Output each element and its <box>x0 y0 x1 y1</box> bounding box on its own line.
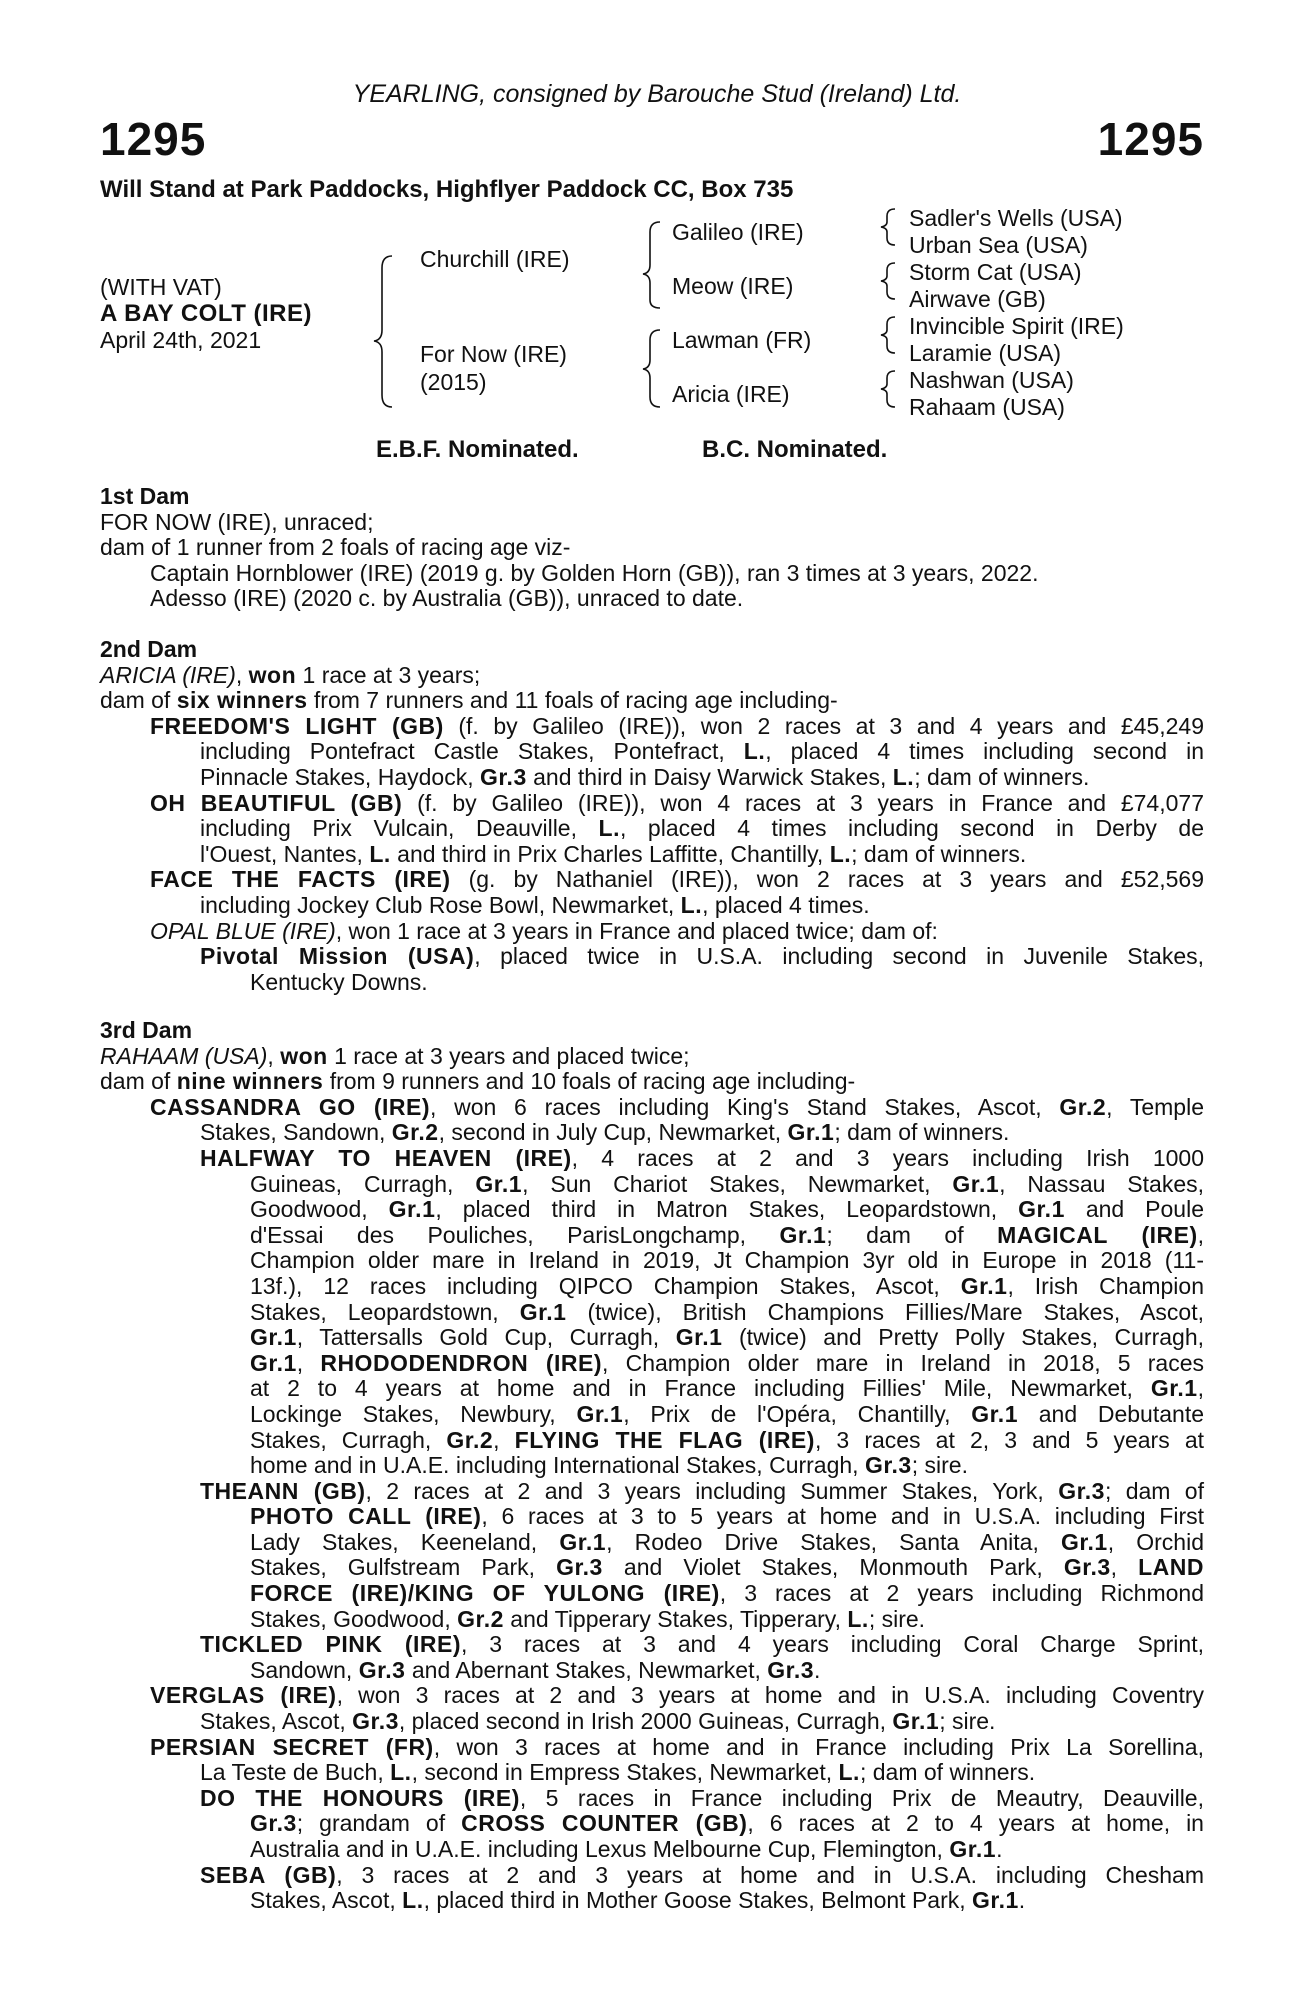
bc-nomination: B.C. Nominated. <box>702 436 888 463</box>
third-dam-line <box>100 1735 1204 1761</box>
text-segment: Stakes, Ascot, <box>200 1708 353 1735</box>
first-dam-produce: Adesso (IRE) (2020 c. by Australia (GB)), unraced to date. <box>150 585 744 612</box>
third-dam-line <box>100 1044 1204 1070</box>
text-segment: , 3 races at 2 years including Richmond <box>719 1580 1205 1607</box>
text-segment: , won 3 races at home and in France including Prix La Sorellina, <box>433 1733 1204 1760</box>
bold-text: Gr.1 <box>1018 1196 1065 1223</box>
text-segment: from 9 runners and 10 foals of racing age including- <box>323 1068 856 1095</box>
text-segment: and Poule <box>1064 1196 1205 1223</box>
bold-text: L. <box>838 1759 860 1786</box>
text-segment: , <box>267 1042 281 1069</box>
text-segment: ; grandam of <box>296 1810 462 1837</box>
dam: For Now (IRE) <box>420 341 567 367</box>
second-dam-line <box>100 919 1204 945</box>
text-segment: (g. by Nathaniel (IRE)), won 2 races at 3 years and £52,569 <box>450 866 1205 893</box>
bold-text: PHOTO CALL (IRE) <box>250 1503 482 1530</box>
text-segment: , Tattersalls Gold Cup, Curragh, <box>296 1324 676 1351</box>
horse-name: A BAY COLT (IRE) <box>100 300 313 327</box>
third-dam-line <box>100 1300 1204 1326</box>
text-segment: home and in U.A.E. including International Stakes, Curragh, <box>250 1452 865 1479</box>
bold-text: won <box>280 1042 328 1069</box>
text-segment: , 4 races at 2 and 3 years including Irish 1000 <box>571 1144 1204 1171</box>
text-segment: ; sire. <box>939 1708 996 1735</box>
vat-note: (WITH VAT) <box>100 274 222 300</box>
text-segment: Goodwood, <box>250 1196 389 1223</box>
bold-text: Gr.3 <box>479 763 527 790</box>
text-segment: dam of <box>100 1068 177 1095</box>
first-dam-produce: Captain Hornblower (IRE) (2019 g. by Golden Horn (GB)), ran 3 times at 3 years, 2022. <box>150 559 1039 586</box>
text-segment: Guineas, Curragh, <box>250 1170 476 1197</box>
bold-text: six winners <box>176 687 308 714</box>
first-dam-text: dam of 1 runner from 2 foals of racing age viz- <box>100 534 571 561</box>
text-segment: , 6 races at 3 to 5 years at home and in U.S.A. including First <box>481 1503 1204 1530</box>
text-segment: , placed second in Irish 2000 Guineas, Curragh, <box>398 1708 893 1735</box>
third-dam-line <box>100 1453 1204 1479</box>
text-segment: Stakes, Curragh, <box>250 1426 447 1453</box>
text-segment: and Violet Stakes, Monmouth Park, <box>602 1554 1064 1581</box>
bold-text: Gr.3 <box>352 1708 399 1735</box>
text-segment: , Orchid <box>1107 1528 1204 1555</box>
third-dam-line <box>100 1632 1204 1658</box>
text-segment: Lady Stakes, Keeneland, <box>250 1528 560 1555</box>
third-dam-line <box>100 1325 1204 1351</box>
bold-text: Gr.3 <box>864 1452 912 1479</box>
text-segment: at 2 to 4 years at home and in France including Fillies' Mile, Newmarket, <box>250 1375 1151 1402</box>
bracket-g3-2 <box>881 263 895 299</box>
third-dam-section <box>100 1018 1204 1914</box>
first-dam-heading: 1st Dam <box>100 483 190 509</box>
text-segment: and Debutante <box>1018 1400 1205 1427</box>
bold-text: CROSS COUNTER (GB) <box>461 1810 748 1837</box>
text-segment: , won 1 race at 3 years in France and placed twice; dam of: <box>335 917 938 944</box>
second-dam-line <box>100 663 1204 689</box>
text-segment: dam of <box>100 687 177 714</box>
text-segment: Stakes, Sandown, <box>200 1119 392 1146</box>
italic-text: OPAL BLUE (IRE) <box>150 917 336 944</box>
bold-text: FACE THE FACTS (IRE) <box>150 866 451 893</box>
second-dam-line <box>100 842 1204 868</box>
bold-text: PERSIAN SECRET (FR) <box>150 1733 434 1760</box>
second-dam-line <box>100 765 1204 791</box>
text-segment: Champion older mare in Ireland in 2019, Jt Champion 3yr old in Europe in 2018 (11- <box>250 1247 1204 1274</box>
second-dam-line <box>100 816 1204 842</box>
third-dam-line <box>100 1837 1204 1863</box>
bold-text: Pivotal Mission (USA) <box>200 943 475 970</box>
text-segment: Stakes, Gulfstream Park, <box>250 1554 557 1581</box>
text-segment: , 5 races in France including Prix de Meautry, Deauville, <box>519 1784 1204 1811</box>
text-segment: . <box>1018 1887 1026 1914</box>
bold-text: Gr.1 <box>971 1400 1018 1427</box>
third-dam-line <box>100 1197 1204 1223</box>
bold-text: L. <box>402 1887 424 1914</box>
text-segment: (f. by Galileo (IRE)), won 4 races at 3 years in France and £74,077 <box>402 789 1204 816</box>
text-segment: ; dam of winners. <box>859 1759 1036 1786</box>
bold-text: Gr.1 <box>1060 1528 1108 1555</box>
third-dam-heading: 3rd Dam <box>100 1017 193 1043</box>
text-segment: , <box>296 1349 321 1376</box>
bold-text: Gr.1 <box>250 1324 297 1351</box>
text-segment: ; dam of winners. <box>851 840 1027 867</box>
third-dam-line <box>100 1581 1204 1607</box>
bold-text: Gr.3 <box>767 1656 815 1683</box>
third-dam-line <box>100 1146 1204 1172</box>
text-segment: , won 6 races including King's Stand Stakes, Ascot, <box>430 1093 1060 1120</box>
text-segment: l'Ouest, Nantes, <box>200 840 370 867</box>
text-segment: . <box>814 1656 821 1683</box>
text-segment: , Irish Champion <box>1007 1272 1204 1299</box>
text-segment: , placed 4 times. <box>702 891 870 918</box>
text-segment: , won 3 races at 2 and 3 years at home and in U.S.A. including Coventry <box>336 1682 1205 1709</box>
bold-text: OH BEAUTIFUL (GB) <box>150 789 403 816</box>
italic-text: ARICIA (IRE) <box>100 661 236 688</box>
text-segment: ; dam of winners. <box>914 763 1090 790</box>
text-segment: , Temple <box>1106 1093 1204 1120</box>
third-dam-line <box>100 1555 1204 1581</box>
first-dam-text: FOR NOW (IRE), unraced; <box>100 508 374 535</box>
text-segment: , 6 races at 2 to 4 years at home, in <box>747 1810 1204 1837</box>
third-dam-line <box>100 1223 1204 1249</box>
third-dam-line <box>100 1786 1204 1812</box>
text-segment: , placed 4 times including second in Derby de <box>619 815 1204 842</box>
bold-text: Gr.1 <box>960 1272 1008 1299</box>
text-segment: , Nassau Stakes, <box>999 1170 1205 1197</box>
text-segment: including Prix Vulcain, Deauville, <box>200 815 599 842</box>
bold-text: Gr.1 <box>675 1324 723 1351</box>
g3-laramie: Laramie (USA) <box>909 340 1062 366</box>
bold-text: Gr.1 <box>779 1221 827 1248</box>
bold-text: FLYING THE FLAG (IRE) <box>514 1426 815 1453</box>
text-segment: , <box>1197 1375 1204 1402</box>
text-segment: ; dam of winners. <box>834 1119 1010 1146</box>
text-segment: (f. by Galileo (IRE)), won 2 races at 3 and 4 years and £45,249 <box>443 712 1204 739</box>
text-segment: , 3 races at 3 and 4 years including Coral Charge Sprint, <box>461 1631 1204 1658</box>
bold-text: won <box>248 661 297 688</box>
third-dam-line <box>100 1402 1204 1428</box>
third-dam-line <box>100 1069 1204 1095</box>
stand-location: Will Stand at Park Paddocks, Highflyer Paddock CC, Box 735 <box>100 176 794 203</box>
bold-text: Gr.1 <box>1150 1375 1198 1402</box>
text-segment: from 7 runners and 11 foals of racing age including- <box>307 687 838 714</box>
bold-text: Gr.3 <box>556 1554 603 1581</box>
text-segment: , placed 4 times including second in <box>765 738 1204 765</box>
dam-sire: Lawman (FR) <box>672 327 812 353</box>
ebf-nomination: E.B.F. Nominated. <box>376 436 579 463</box>
text-segment: Australia and in U.A.E. including Lexus Melbourne Cup, Flemington, <box>250 1836 950 1862</box>
third-dam-line <box>100 1709 1204 1735</box>
third-dam-line <box>100 1888 1204 1914</box>
bold-text: L. <box>369 840 391 867</box>
text-segment: , Champion older mare in Ireland in 2018, 5 races <box>602 1349 1204 1376</box>
bold-text: Gr.3 <box>358 1656 406 1683</box>
first-dam-section <box>100 484 1204 612</box>
bold-text: LAND <box>1138 1554 1204 1581</box>
g3-invincible-spirit: Invincible Spirit (IRE) <box>909 313 1124 339</box>
bold-text: Gr.3 <box>1058 1477 1105 1504</box>
g3-urban-sea: Urban Sea (USA) <box>909 232 1088 258</box>
text-segment: , placed third in Matron Stakes, Leopardstown, <box>435 1196 1019 1223</box>
third-dam-line <box>100 1658 1204 1684</box>
third-dam-line <box>100 1811 1204 1837</box>
bold-text: Gr.1 <box>250 1349 297 1376</box>
bracket-sire <box>643 222 660 308</box>
text-segment: . <box>996 1836 1003 1862</box>
third-dam-line <box>100 1376 1204 1402</box>
bold-text: L. <box>598 815 620 842</box>
text-segment: including Pontefract Castle Stakes, Pontefract, <box>200 738 744 765</box>
text-segment: d'Essai des Pouliches, ParisLongchamp, <box>250 1221 780 1248</box>
second-dam-line <box>100 867 1204 893</box>
text-segment: Kentucky Downs. <box>250 968 428 995</box>
g3-sadlers-wells: Sadler's Wells (USA) <box>909 205 1123 231</box>
bold-text: Gr.2 <box>1059 1093 1107 1120</box>
second-dam-line <box>100 893 1204 919</box>
g3-rahaam: Rahaam (USA) <box>909 394 1065 420</box>
text-segment: , second in July Cup, Newmarket, <box>438 1119 788 1146</box>
g3-storm-cat: Storm Cat (USA) <box>909 259 1082 285</box>
text-segment: , Rodeo Drive Stakes, Santa Anita, <box>606 1528 1061 1555</box>
text-segment: 1 race at 3 years; <box>296 661 481 688</box>
bold-text: Gr.3 <box>1063 1554 1111 1581</box>
bold-text: Gr.1 <box>952 1170 1000 1197</box>
third-dam-line <box>100 1683 1204 1709</box>
text-segment: , Sun Chariot Stakes, Newmarket, <box>522 1170 953 1197</box>
text-segment: (twice), British Champions Fillies/Mare Stakes, Ascot, <box>566 1298 1204 1325</box>
third-dam-line <box>100 1172 1204 1198</box>
text-segment: and third in Daisy Warwick Stakes, <box>526 763 893 790</box>
text-segment: and third in Prix Charles Laffitte, Chantilly, <box>390 840 830 867</box>
text-segment: , placed third in Mother Goose Stakes, Belmont Park, <box>423 1887 973 1914</box>
bold-text: Gr.1 <box>972 1887 1019 1914</box>
bold-text: L. <box>847 1605 869 1632</box>
bold-text: Gr.1 <box>519 1298 567 1325</box>
text-segment: ; sire. <box>868 1605 926 1632</box>
text-segment: and Abernant Stakes, Newmarket, <box>405 1656 768 1683</box>
text-segment: La Teste de Buch, <box>200 1759 391 1786</box>
text-segment: Pinnacle Stakes, Haydock, <box>200 763 480 790</box>
bold-text: L. <box>892 763 915 790</box>
text-segment: , <box>493 1426 515 1453</box>
bold-text: L. <box>680 891 703 918</box>
second-dam-heading: 2nd Dam <box>100 636 198 662</box>
third-dam-line <box>100 1351 1204 1377</box>
lot-number-left: 1295 <box>100 113 207 165</box>
text-segment: , second in Empress Stakes, Newmarket, <box>411 1759 839 1786</box>
foaling-date: April 24th, 2021 <box>100 327 262 353</box>
bold-text: Gr.1 <box>892 1708 940 1735</box>
text-segment: , <box>235 661 249 688</box>
text-segment: , placed twice in U.S.A. including second in Juvenile Stakes, <box>474 943 1204 970</box>
bracket-dam <box>643 330 660 407</box>
text-segment: , <box>1110 1554 1139 1581</box>
text-segment: ; sire. <box>911 1452 968 1479</box>
sire-sire: Galileo (IRE) <box>672 219 804 245</box>
text-segment: Stakes, Goodwood, <box>250 1605 458 1632</box>
bold-text: HALFWAY TO HEAVEN (IRE) <box>200 1144 572 1171</box>
bold-text: FORCE (IRE)/KING OF YULONG (IRE) <box>250 1580 720 1607</box>
third-dam-line <box>100 1504 1204 1530</box>
bold-text: DO THE HONOURS (IRE) <box>200 1784 520 1811</box>
text-segment: , <box>1197 1221 1205 1248</box>
text-segment: and Tipperary Stakes, Tipperary, <box>503 1605 848 1632</box>
bracket-g3-3 <box>881 317 895 353</box>
bold-text: Gr.3 <box>250 1810 297 1837</box>
text-segment: 13f.), 12 races including QIPCO Champion Stakes, Ascot, <box>250 1272 961 1299</box>
bold-text: Gr.2 <box>457 1605 504 1632</box>
bold-text: MAGICAL (IRE) <box>997 1221 1198 1248</box>
third-dam-line <box>100 1248 1204 1274</box>
g3-nashwan: Nashwan (USA) <box>909 367 1074 393</box>
italic-text: RAHAAM (USA) <box>100 1042 268 1069</box>
consignor-line: YEARLING, consigned by Barouche Stud (Ireland) Ltd. <box>352 80 962 108</box>
third-dam-line <box>100 1760 1204 1786</box>
second-dam-line <box>100 688 1204 714</box>
bold-text: FREEDOM'S LIGHT (GB) <box>150 712 444 739</box>
second-dam-line <box>100 944 1204 970</box>
bold-text: CASSANDRA GO (IRE) <box>150 1093 430 1120</box>
bold-text: VERGLAS (IRE) <box>150 1682 337 1709</box>
text-segment: , 2 races at 2 and 3 years including Summer Stakes, York, <box>365 1477 1059 1504</box>
bold-text: L. <box>829 840 852 867</box>
second-dam-line <box>100 714 1204 740</box>
bold-text: Gr.2 <box>391 1119 439 1146</box>
third-dam-line <box>100 1607 1204 1633</box>
bold-text: TICKLED PINK (IRE) <box>200 1631 461 1658</box>
sire: Churchill (IRE) <box>420 246 570 272</box>
bold-text: Gr.1 <box>787 1119 835 1146</box>
bold-text: RHODODENDRON (IRE) <box>320 1349 603 1376</box>
text-segment: ; dam of <box>1104 1477 1204 1504</box>
bracket-g3-4 <box>881 371 895 407</box>
second-dam-section <box>100 637 1204 995</box>
bold-text: L. <box>743 738 766 765</box>
third-dam-line <box>100 1863 1204 1889</box>
bold-text: nine winners <box>176 1068 324 1095</box>
bold-text: SEBA (GB) <box>200 1861 337 1888</box>
text-segment: Stakes, Leopardstown, <box>250 1298 520 1325</box>
text-segment: including Jockey Club Rose Bowl, Newmarket, <box>200 891 681 918</box>
text-segment: , 3 races at 2, 3 and 5 years at <box>814 1426 1205 1453</box>
text-segment: , 3 races at 2 and 3 years at home and in U.S.A. including Chesham <box>336 1861 1204 1888</box>
bold-text: Gr.1 <box>559 1528 607 1555</box>
sire-dam: Meow (IRE) <box>672 273 794 299</box>
third-dam-line <box>100 1274 1204 1300</box>
text-segment: Sandown, <box>250 1656 359 1683</box>
bracket-main <box>374 256 392 407</box>
lot-number-right: 1295 <box>1097 113 1204 165</box>
third-dam-line <box>100 1095 1204 1121</box>
dam-year: (2015) <box>420 369 487 395</box>
bold-text: Gr.1 <box>576 1400 624 1427</box>
text-segment: ; dam of <box>826 1221 998 1248</box>
bold-text: Gr.2 <box>446 1426 494 1453</box>
third-dam-line <box>100 1530 1204 1556</box>
bold-text: THEANN (GB) <box>200 1477 366 1504</box>
second-dam-line <box>100 970 1204 996</box>
bold-text: L. <box>390 1759 412 1786</box>
text-segment: (twice) and Pretty Polly Stakes, Curragh, <box>722 1324 1204 1351</box>
bold-text: Gr.1 <box>388 1196 436 1223</box>
bold-text: Gr.1 <box>475 1170 523 1197</box>
g3-airwave: Airwave (GB) <box>909 286 1046 312</box>
bold-text: Gr.1 <box>949 1836 997 1862</box>
dam-dam: Aricia (IRE) <box>672 381 790 407</box>
third-dam-line <box>100 1479 1204 1505</box>
third-dam-line <box>100 1428 1204 1454</box>
text-segment: Stakes, Ascot, <box>250 1887 403 1914</box>
bracket-g3-1 <box>881 209 895 245</box>
third-dam-line <box>100 1120 1204 1146</box>
second-dam-line <box>100 791 1204 817</box>
text-segment: , Prix de l'Opéra, Chantilly, <box>623 1400 972 1427</box>
text-segment: Lockinge Stakes, Newbury, <box>250 1400 577 1427</box>
second-dam-line <box>100 739 1204 765</box>
text-segment: 1 race at 3 years and placed twice; <box>327 1042 690 1069</box>
